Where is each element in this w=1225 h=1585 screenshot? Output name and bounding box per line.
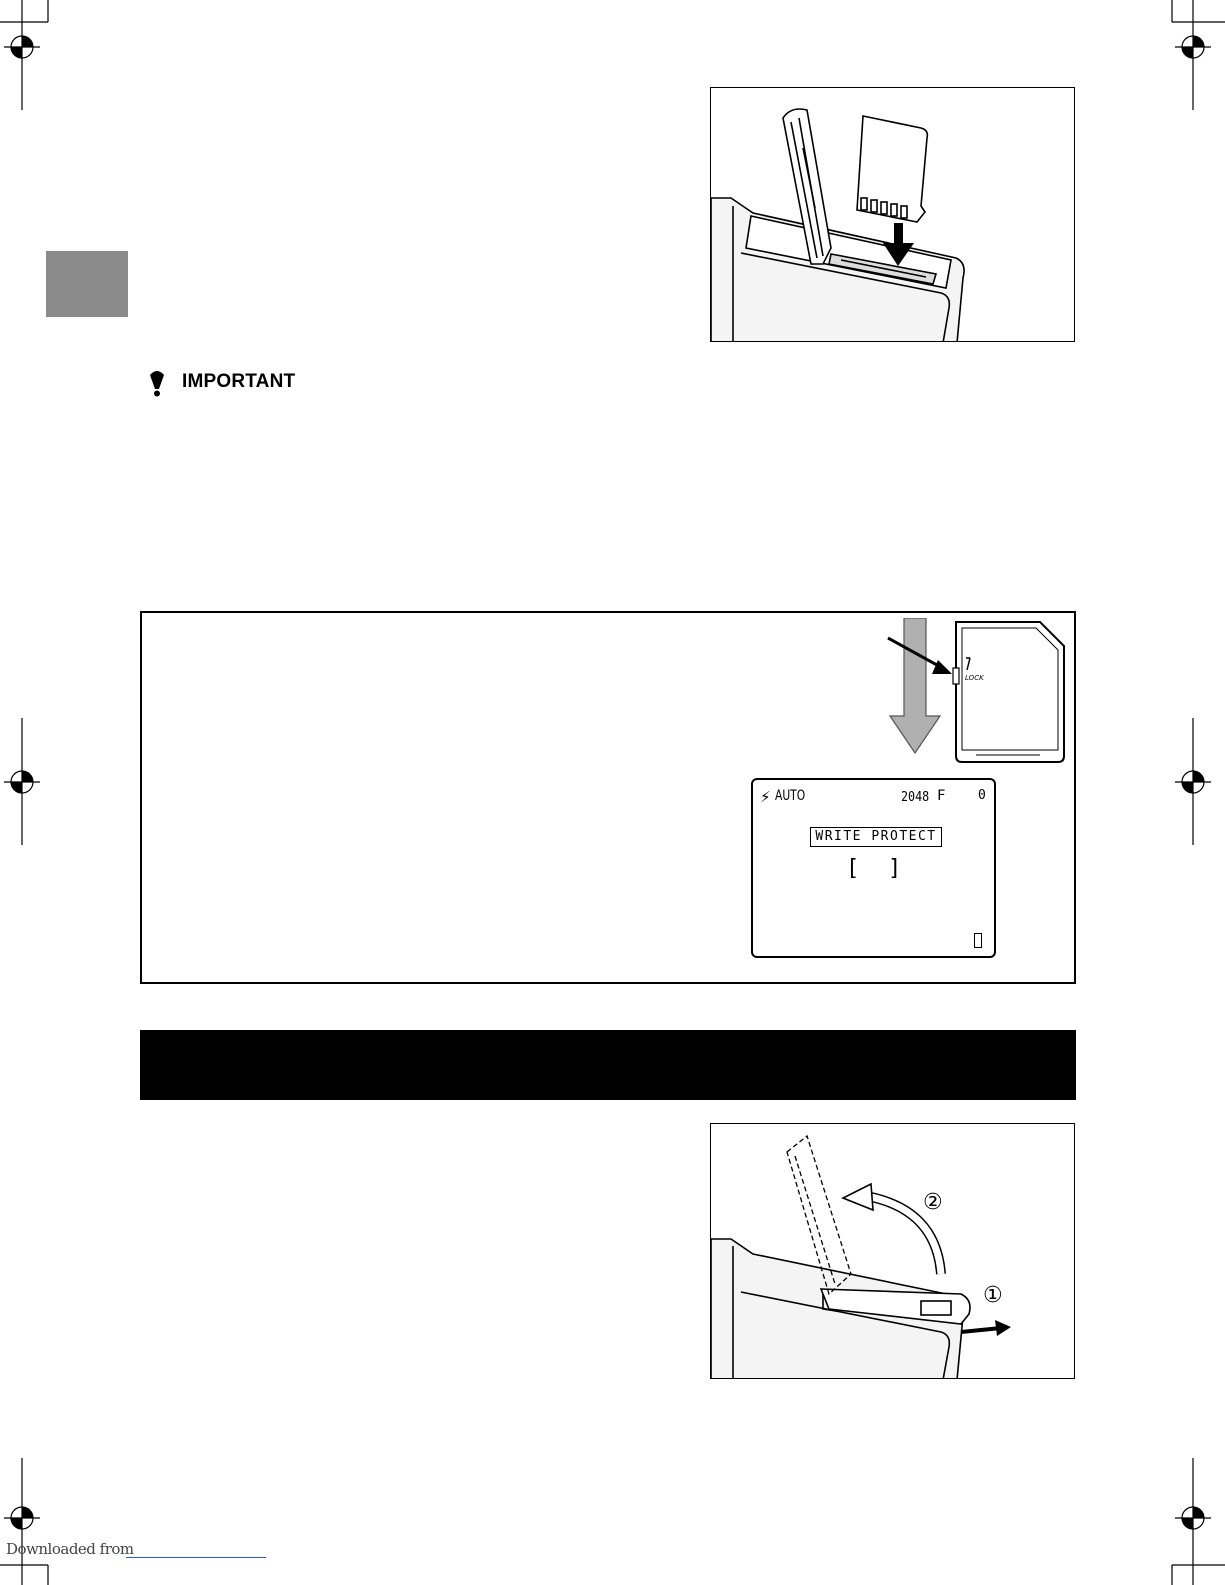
exclamation-icon	[146, 369, 168, 397]
write-protect-message: WRITE PROTECT	[810, 827, 942, 847]
resolution-indicator: 2048	[901, 790, 930, 805]
section-heading-band	[140, 1030, 1076, 1100]
section-tab	[46, 251, 128, 317]
card-cover-open-illustration	[710, 1123, 1075, 1379]
flash-mode: AUTO	[775, 788, 806, 804]
af-bracket-left: [	[846, 856, 860, 881]
shot-counter: 0	[978, 788, 986, 803]
step-1-marker: ①	[983, 1283, 1003, 1308]
lcd-screen	[751, 778, 996, 958]
step-2-marker: ②	[923, 1190, 943, 1215]
battery-icon	[974, 933, 982, 948]
af-bracket-right: ]	[888, 856, 902, 881]
footer-downloaded-from: Downloaded from	[6, 1540, 134, 1558]
flash-icon: ⚡	[760, 788, 771, 806]
footer-link[interactable]	[126, 1557, 266, 1558]
important-heading: IMPORTANT	[182, 371, 296, 392]
lock-label: LOCK	[965, 674, 984, 682]
quality-indicator: F	[937, 788, 946, 804]
sd-card-lock-illustration	[880, 618, 1070, 768]
sd-card-insert-illustration	[710, 87, 1075, 342]
